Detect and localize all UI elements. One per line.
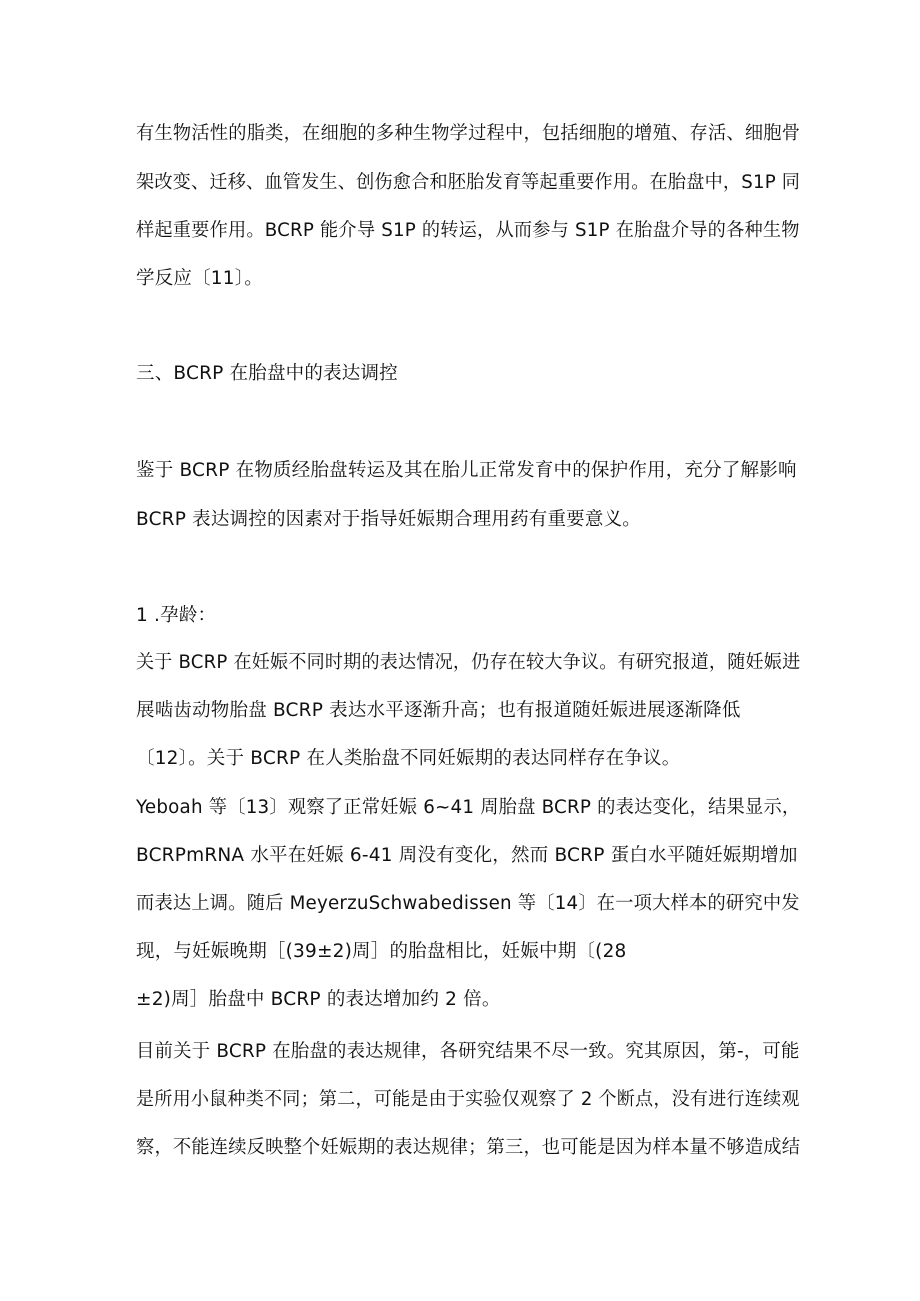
paragraph-yeboah-line: ±2)周］胎盘中 BCRP 的表达增加约 2 倍。	[136, 989, 501, 1010]
paragraph-intro-line: BCRP 表达调控的因素对于指导妊娠期合理用药有重要意义。	[136, 509, 641, 530]
paragraph-s1p-line: 样起重要作用。BCRP 能介导 S1P 的转运，从而参与 S1P 在胎盘介导的各种生物	[136, 220, 800, 241]
paragraph-reasons-line: 是所用小鼠种类不同；第二，可能是由于实验仅观察了 2 个断点，没有进行连续观	[136, 1089, 800, 1110]
paragraph-yeboah-line: 而表达上调。随后 MeyerzuSchwabedissen 等〔14〕在一项大样本的研究中发	[136, 893, 800, 914]
paragraph-s1p-line: 有生物活性的脂类，在细胞的多种生物学过程中，包括细胞的增殖、存活、细胞骨	[136, 123, 801, 144]
section-heading: 三、BCRP 在胎盘中的表达调控	[136, 363, 398, 384]
paragraph-reasons-line: 目前关于 BCRP 在胎盘的表达规律，各研究结果不尽一致。究其原因，第-，可能	[136, 1041, 800, 1062]
paragraph-yeboah-line: 现，与妊娠晚期［(39±2)周］的胎盘相比，妊娠中期〔(28	[136, 941, 627, 962]
paragraph-intro-line: 鉴于 BCRP 在物质经胎盘转运及其在胎儿正常发育中的保护作用，充分了解影响	[136, 460, 797, 481]
paragraph-gestation-line: 关于 BCRP 在妊娠不同时期的表达情况，仍存在较大争议。有研究报道，随妊娠进	[136, 652, 801, 673]
paragraph-reasons-line: 察，不能连续反映整个妊娠期的表达规律；第三，也可能是因为样本量不够造成结	[136, 1137, 801, 1158]
paragraph-yeboah-line: BCRPmRNA 水平在妊娠 6-41 周没有变化，然而 BCRP 蛋白水平随妊娠期增加	[136, 845, 798, 866]
subheading-gestational-age: 1 .孕龄：	[136, 605, 217, 626]
paragraph-s1p-line: 架改变、迁移、血管发生、创伤愈合和胚胎发育等起重要作用。在胎盘中，S1P 同	[136, 172, 801, 193]
paragraph-gestation-line: 展啮齿动物胎盘 BCRP 表达水平逐渐升高；也有报道随妊娠进展逐渐降低	[136, 700, 741, 721]
paragraph-yeboah-line: Yeboah 等〔13〕观察了正常妊娠 6~41 周胎盘 BCRP 的表达变化，结果显示，	[136, 797, 801, 818]
paragraph-gestation-line: 〔12〕。关于 BCRP 在人类胎盘不同妊娠期的表达同样存在争议。	[136, 748, 681, 769]
paragraph-s1p-line: 学反应〔11〕。	[136, 268, 263, 289]
